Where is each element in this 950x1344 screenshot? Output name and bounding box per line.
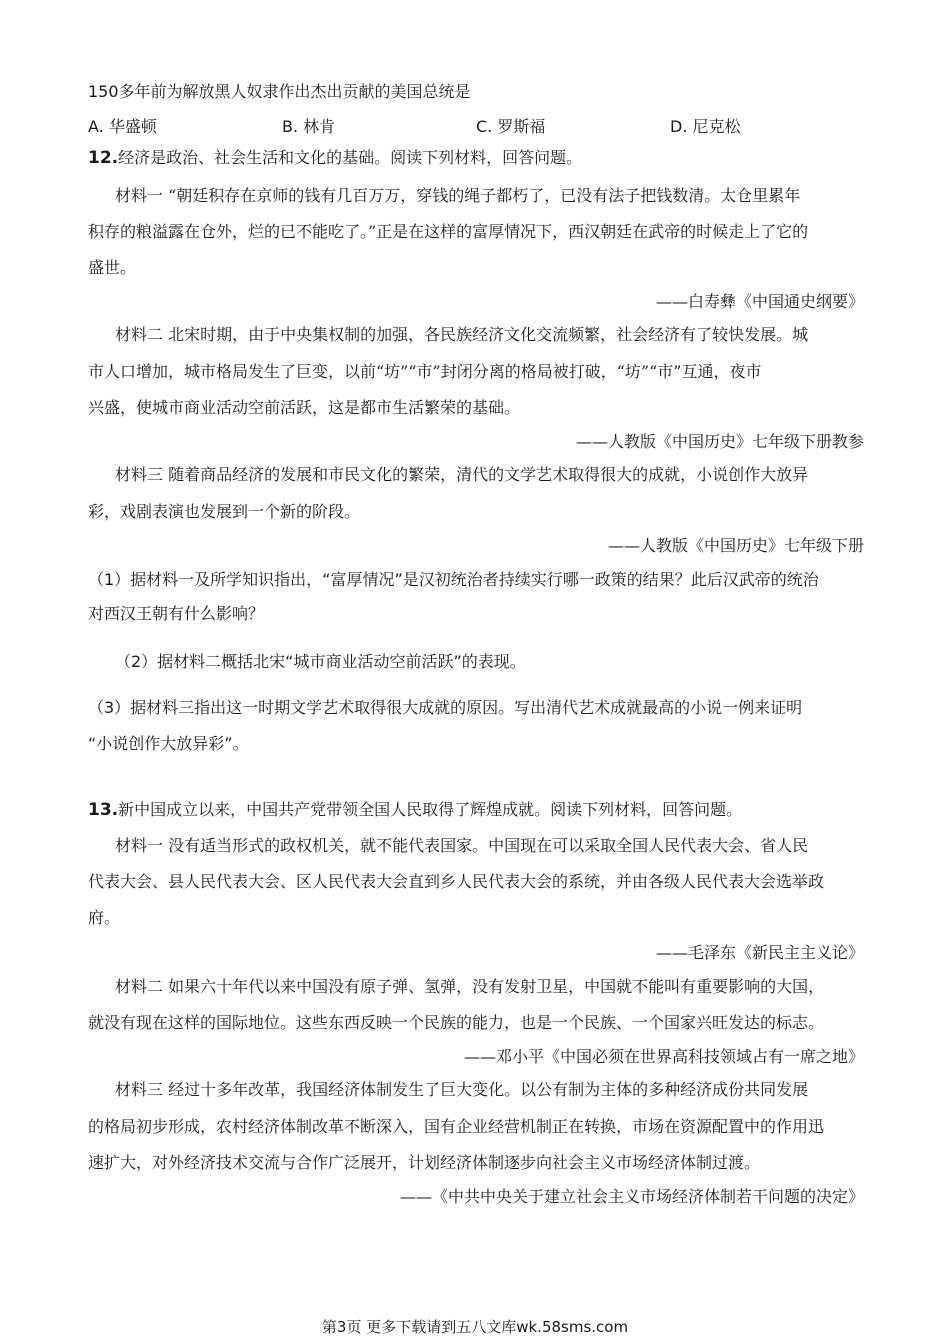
q13-material-3-line: 的格局初步形成，农村经济体制改革不断深入，国有企业经营机制正在转换，市场在资源配置中的作用迅 [88,1117,825,1136]
q12-material-2-line: 市人口增加，城市格局发生了巨变，以前“坊”“市”封闭分离的格局被打破，“坊”“市”互通，夜市 [88,362,762,381]
q13-material-3-line: 材料三 经过十多年改革，我国经济体制发生了巨大变化。以公有制为主体的多种经济成份共同发展 [115,1080,809,1099]
q12-number: 12. [88,148,119,168]
q12-subquestion-1-line: 对西汉王朝有什么影响？ [88,604,265,623]
q12-intro: 12.经济是政治、社会生活和文化的基础。阅读下列材料，回答问题。 [88,148,583,168]
q12-material-1-line: 材料一 “朝廷积存在京师的钱有几百万万，穿钱的绳子都朽了，已没有法子把钱数清。太仓里累年 [115,186,801,205]
q12-material-3-line: 彩，戏剧表演也发展到一个新的阶段。 [88,502,361,521]
q11-option-a: A. 华盛顿 [88,117,157,136]
q12-subquestion-2: （2）据材料二概括北宋“城市商业活动空前活跃”的表现。 [115,652,526,671]
q13-material-2-line: 材料二 如果六十年代以来中国没有原子弹、氢弹，没有发射卫星，中国就不能叫有重要影响的大国， [115,977,825,996]
q12-material-1-line: 盛世。 [88,258,137,277]
q13-material-2-source: ——邓小平《中国必须在世界高科技领域占有一席之地》 [463,1047,864,1066]
q11-options [88,114,868,136]
q11-stem: 150多年前为解放黑人奴隶作出杰出贡献的美国总统是 [88,82,471,101]
q12-material-1-source: ——白寿彝《中国通史纲要》 [655,292,864,311]
q12-material-2-source: ——人教版《中国历史》七年级下册教参 [575,432,864,451]
q12-subquestion-3-line: “小说创作大放异彩”。 [88,734,249,753]
q13-number: 13. [88,800,119,820]
q13-material-1-line: 代表大会、县人民代表大会、区人民代表大会直到乡人民代表大会的系统，并由各级人民代表大会选举政 [88,872,825,891]
page-footer: 第3页 更多下载请到五八文库wk.58sms.com [321,1318,629,1336]
q12-subquestion-1-line: （1）据材料一及所学知识指出，“富厚情况”是汉初统治者持续实行哪一政策的结果？此后汉武帝的统治 [88,570,819,589]
q12-material-1-line: 积存的粮溢露在仓外，烂的已不能吃了。”正是在这样的富厚情况下，西汉朝廷在武帝的时候走上了它的 [88,222,809,241]
q13-material-1-line: 府。 [88,908,121,927]
q13-intro: 13.新中国成立以来，中国共产党带领全国人民取得了辉煌成就。阅读下列材料，回答问题。 [88,800,743,820]
q13-material-2-line: 就没有现在这样的国际地位。这些东西反映一个民族的能力，也是一个民族、一个国家兴旺发达的标志。 [88,1013,825,1032]
q12-material-2-line: 兴盛，使城市商业活动空前活跃，这是都市生活繁荣的基础。 [88,398,521,417]
q12-material-2-line: 材料二 北宋时期，由于中央集权制的加强，各民族经济文化交流频繁，社会经济有了较快发展。城 [115,325,809,344]
q11-option-c: C. 罗斯福 [476,117,546,136]
q13-material-1-line: 材料一 没有适当形式的政权机关，就不能代表国家。中国现在可以采取全国人民代表大会、省人民 [115,836,809,855]
q13-material-3-source: ——《中共中央关于建立社会主义市场经济体制若干问题的决定》 [399,1187,864,1206]
q13-material-3-line: 速扩大，对外经济技术交流与合作广泛展开，计划经济体制逐步向社会主义市场经济体制过渡。 [88,1153,761,1172]
q11-option-d: D. 尼克松 [670,117,741,136]
q13-material-1-source: ——毛泽东《新民主主义论》 [655,943,864,962]
q11-option-b: B. 林肯 [282,117,336,136]
q12-material-3-source: ——人教版《中国历史》七年级下册 [607,536,864,555]
q12-subquestion-3-line: （3）据材料三指出这一时期文学艺术取得很大成就的原因。写出清代艺术成就最高的小说一例来证明 [88,698,803,717]
q12-material-3-line: 材料三 随着商品经济的发展和市民文化的繁荣，清代的文学艺术取得很大的成就，小说创作大放异 [115,465,809,484]
